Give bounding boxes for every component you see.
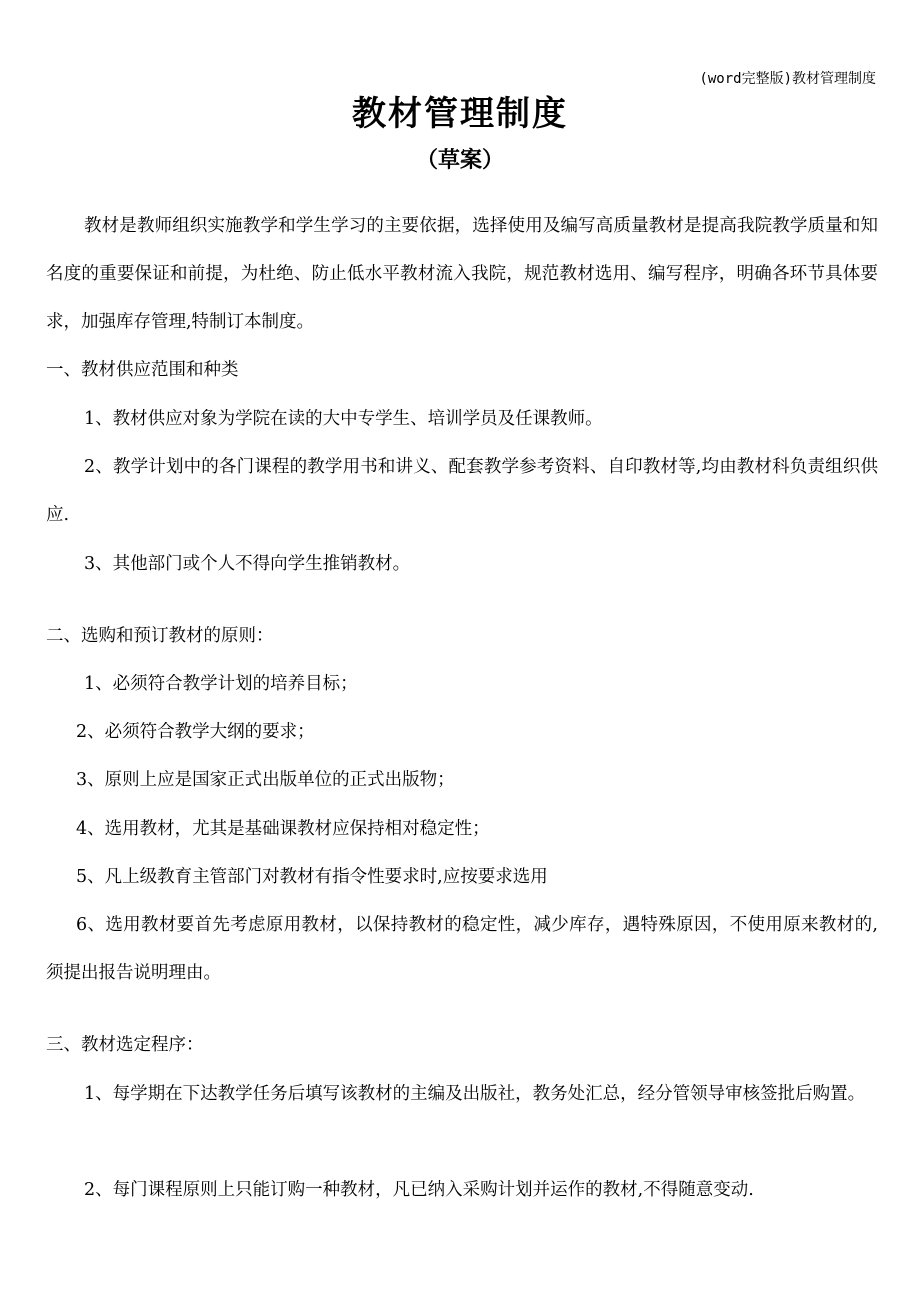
section-item: 3、其他部门或个人不得向学生推销教材。	[84, 554, 411, 574]
section-item: 1、必须符合教学计划的培养目标；	[84, 674, 358, 694]
section-item: 2、教学计划中的各门课程的教学用书和讲义、配套教学参考资料、自印教材等,均由教材科负责组织供应.	[46, 457, 878, 525]
section-item: 3、原则上应是国家正式出版单位的正式出版物；	[76, 770, 455, 790]
section-item: 1、每学期在下达教学任务后填写该教材的主编及出版社，教务处汇总，经分管领导审核签批后购置。	[84, 1084, 866, 1104]
section-item: 6、选用教材要首先考虑原用教材，以保持教材的稳定性，减少库存，遇特殊原因，不使用原来教材的,须提出报告说明理由。	[46, 915, 878, 983]
section-item: 4、选用教材，尤其是基础课教材应保持相对稳定性；	[76, 819, 490, 839]
section-item: 1、教材供应对象为学院在读的大中专学生、培训学员及任课教师。	[84, 409, 603, 429]
intro-paragraph: 教材是教师组织实施教学和学生学习的主要依据，选择使用及编写高质量教材是提高我院教学质量和知名度的重要保证和前提，为杜绝、防止低水平教材流入我院，规范教材选用、编写程序，明确各环节具体要求，加强库存管理,特制订本制度。	[46, 216, 878, 332]
section-item: 5、凡上级教育主管部门对教材有指令性要求时,应按要求选用	[76, 867, 548, 887]
section-item: 2、每门课程原则上只能订购一种教材，凡已纳入采购计划并运作的教材,不得随意变动.	[84, 1180, 754, 1200]
section-item: 2、必须符合教学大纲的要求；	[76, 722, 315, 742]
document-subtitle: （草案）	[415, 147, 504, 173]
section-heading: 二、选购和预订教材的原则：	[46, 626, 274, 646]
section-heading: 一、教材供应范围和种类	[46, 360, 239, 380]
document-title: 教材管理制度	[352, 94, 568, 134]
section-heading: 三、教材选定程序：	[46, 1035, 204, 1055]
document-header-note: (word完整版)教材管理制度	[699, 71, 876, 87]
